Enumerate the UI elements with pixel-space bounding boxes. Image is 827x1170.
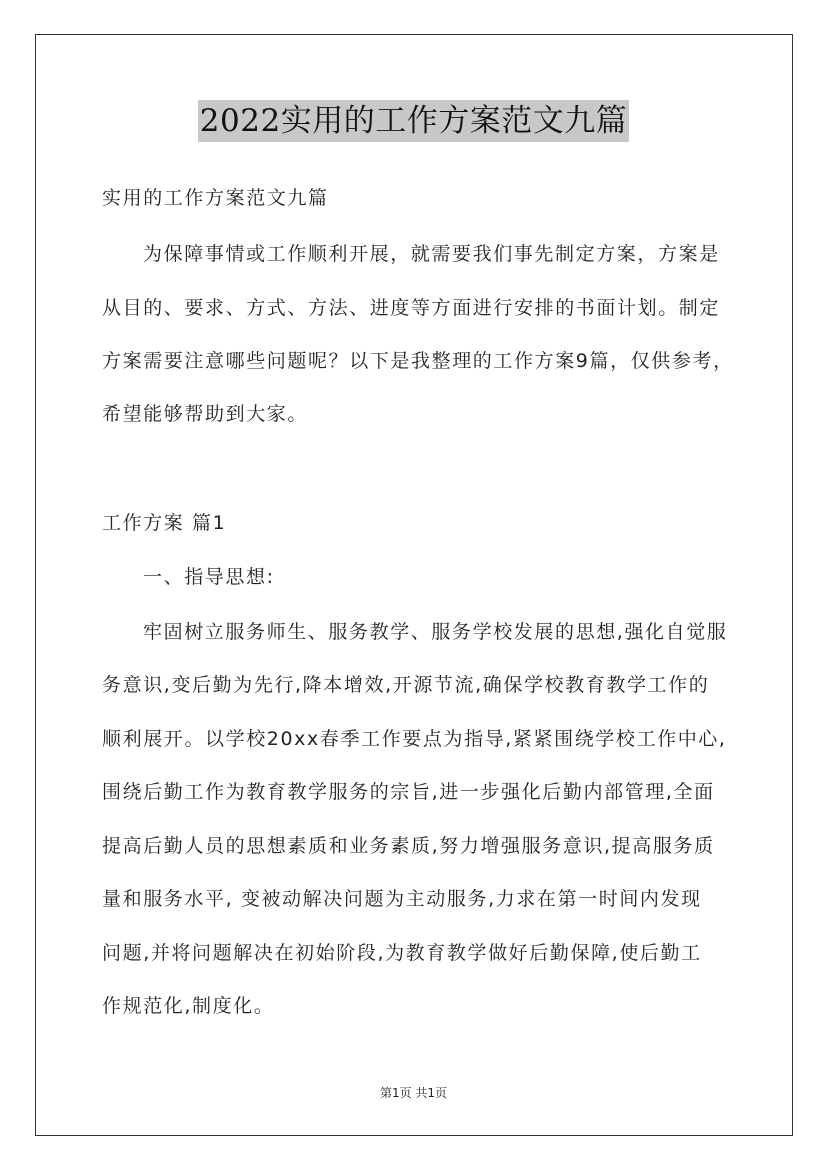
intro-line: 从目的、要求、方式、方法、进度等方面进行安排的书面计划。制定 [102, 297, 721, 319]
body-line: 牢固树立服务师生、服务教学、服务学校发展的思想,强化自觉服 [143, 621, 728, 643]
subsection-heading: 一、指导思想: [143, 566, 275, 588]
title-container [0, 100, 827, 142]
page-footer: 第1页 共1页 [379, 1086, 448, 1100]
body-line: 提高后勤人员的思想素质和业务素质,努力增强服务意识,提高服务质 [102, 835, 715, 857]
subtitle: 实用的工作方案范文九篇 [102, 187, 329, 209]
body-line: 务意识,变后勤为先行,降本增效,开源节流,确保学校教育教学工作的 [102, 674, 710, 696]
body-line: 围绕后勤工作为教育教学服务的宗旨,进一步强化后勤内部管理,全面 [102, 781, 715, 803]
section-heading: 工作方案 篇1 [102, 512, 227, 534]
intro-line: 方案需要注意哪些问题呢？以下是我整理的工作方案9篇，仅供参考， [102, 350, 734, 372]
body-line: 顺利展开。以学校20xx春季工作要点为指导,紧紧围绕学校工作中心, [102, 728, 727, 750]
document-title: 2022实用的工作方案范文九篇 [198, 100, 629, 142]
intro-line: 希望能够帮助到大家。 [102, 403, 309, 425]
body-line: 问题,并将问题解决在初始阶段,为教育教学做好后勤保障,使后勤工 [102, 942, 702, 964]
intro-line: 为保障事情或工作顺利开展，就需要我们事先制定方案，方案是 [143, 243, 720, 265]
body-line: 作规范化,制度化。 [102, 995, 275, 1017]
body-line: 量和服务水平, 变被动解决问题为主动服务,力求在第一时间内发现 [102, 888, 702, 910]
